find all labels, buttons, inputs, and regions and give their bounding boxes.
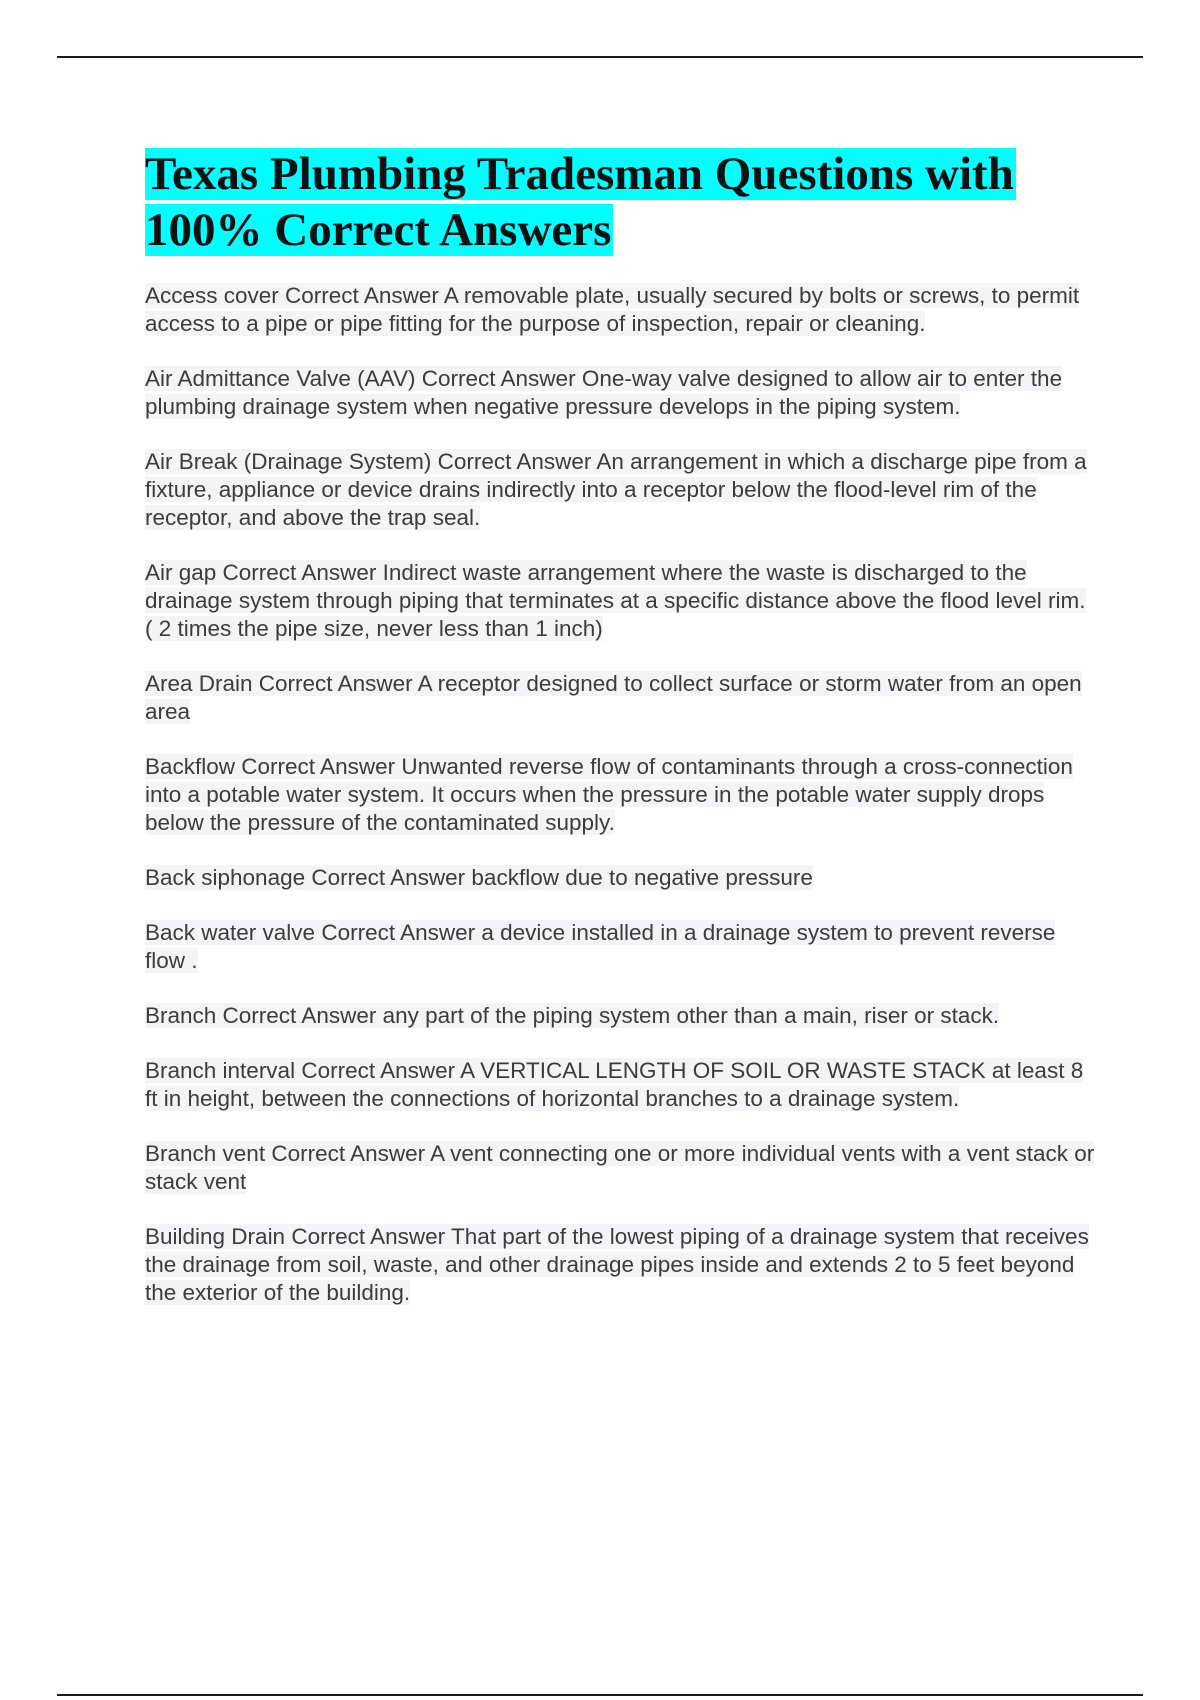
entry-back-siphonage: Back siphonage Correct Answer backflow due to negative pressure [145, 865, 813, 890]
entry-air-break: Air Break (Drainage System) Correct Answer An arrangement in which a discharge pipe from a fixture, appliance or device drains indirectly into a receptor below the flood-level rim of the receptor, and above the trap seal. [145, 449, 1087, 530]
entry-access-cover: Access cover Correct Answer A removable plate, usually secured by bolts or screws, to permit access to a pipe or pipe fitting for the purpose of inspection, repair or cleaning. [145, 283, 1080, 336]
entry-backflow: Backflow Correct Answer Unwanted reverse flow of contaminants through a cross-connection into a potable water system. It occurs when the pressure in the potable water supply drops below the pressure of the contaminated supply. [145, 754, 1073, 835]
entry-air-admittance-valve: Air Admittance Valve (AAV) Correct Answer One-way valve designed to allow air to enter the plumbing drainage system when negative pressure develops in the piping system. [145, 366, 1063, 419]
entry-air-gap: Air gap Correct Answer Indirect waste arrangement where the waste is discharged to the drainage system through piping that terminates at a specific distance above the flood level rim. ( 2 times the pipe size, never less than 1 inch) [145, 560, 1086, 641]
document-body [145, 146, 1095, 1334]
document-title [145, 146, 1095, 258]
title-line-1: Texas Plumbing Tradesman Questions with [145, 148, 1014, 200]
entry-area-drain: Area Drain Correct Answer A receptor designed to collect surface or storm water from an open area [145, 671, 1082, 724]
entry-back-water-valve: Back water valve Correct Answer a device installed in a drainage system to prevent reverse flow . [145, 920, 1056, 973]
footer-rule [57, 1694, 1143, 1696]
entry-branch: Branch Correct Answer any part of the piping system other than a main, riser or stack. [145, 1003, 1000, 1028]
entry-building-drain: Building Drain Correct Answer That part of the lowest piping of a drainage system that receives the drainage from soil, waste, and other drainage pipes inside and extends 2 to 5 feet beyond the exterior of the building. [145, 1224, 1089, 1305]
entry-branch-interval: Branch interval Correct Answer A VERTICAL LENGTH OF SOIL OR WASTE STACK at least 8 ft in height, between the connections of horizontal branches to a drainage system. [145, 1058, 1084, 1111]
header-rule [57, 56, 1143, 58]
title-line-2: 100% Correct Answers [145, 204, 612, 256]
entry-branch-vent: Branch vent Correct Answer A vent connecting one or more individual vents with a vent stack or stack vent [145, 1141, 1095, 1194]
